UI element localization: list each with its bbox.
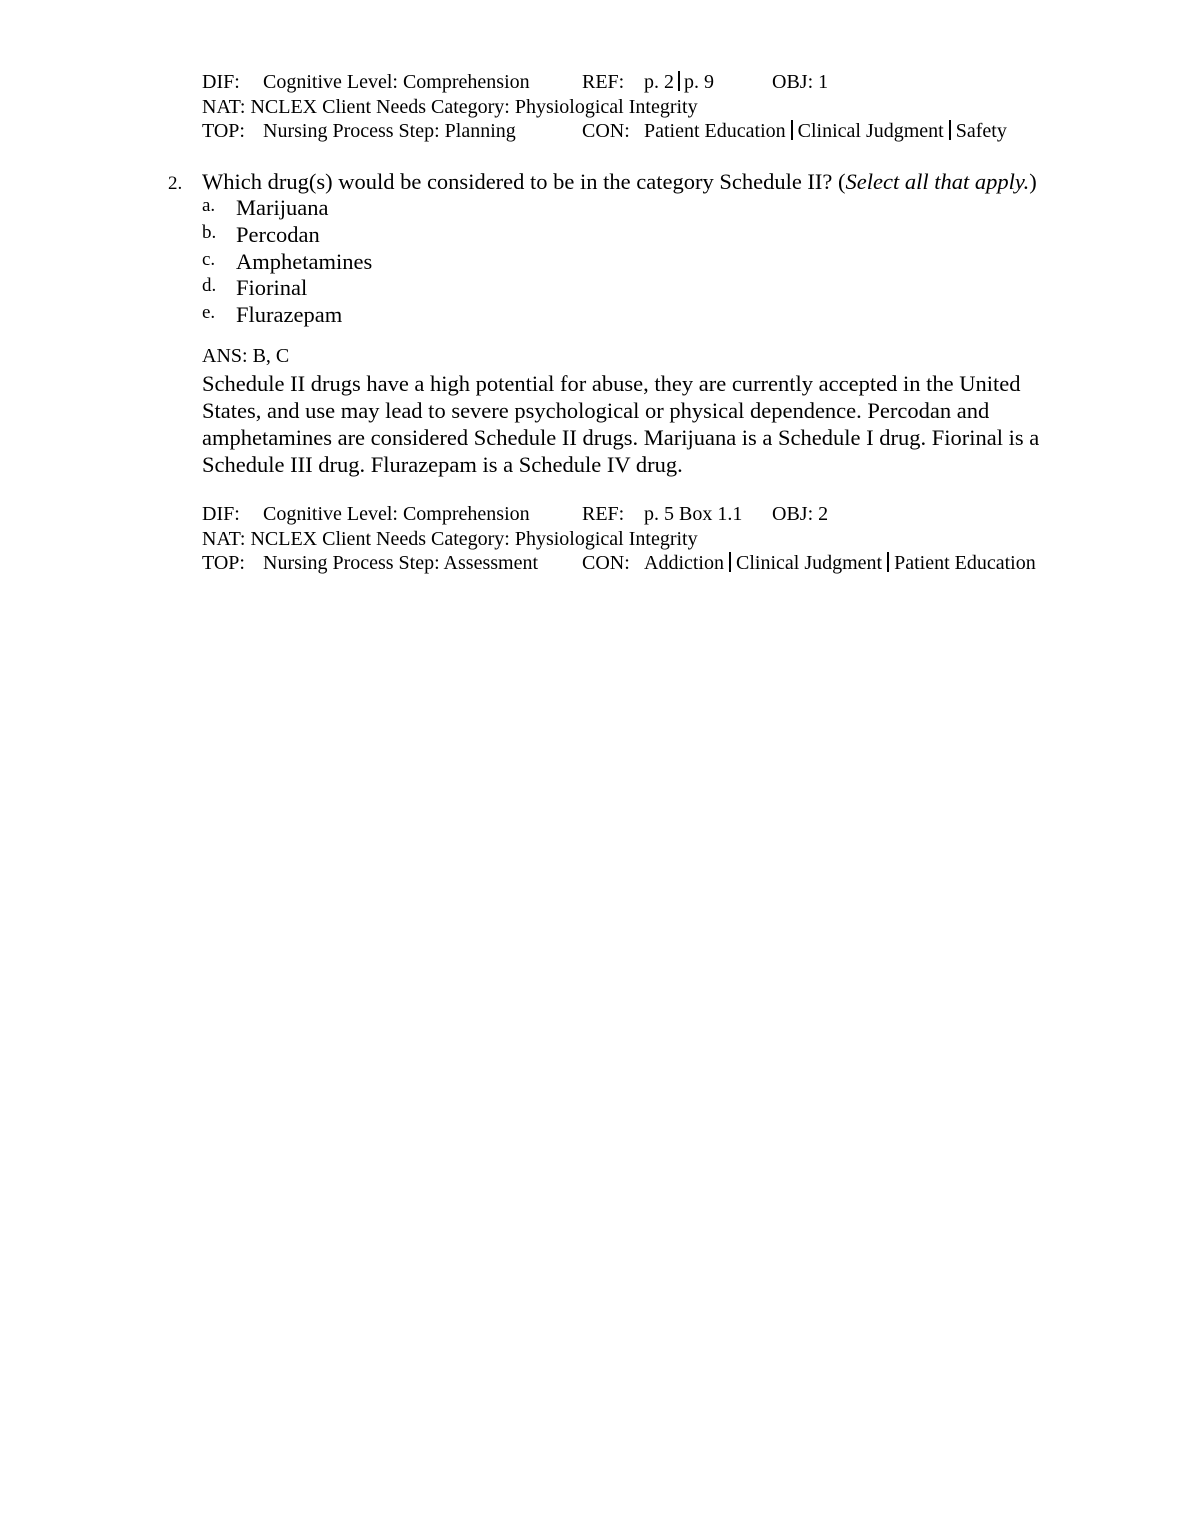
stem-text: Which drug(s) would be considered to be in the category Schedule II? ( <box>202 169 846 194</box>
top-label: TOP: <box>202 552 245 574</box>
dif-value: Cognitive Level: Comprehension <box>263 71 530 93</box>
dif-label: DIF: <box>202 503 240 525</box>
option-text: Marijuana <box>236 195 329 220</box>
ref-label: REF: <box>582 503 625 525</box>
con-part: Patient Education <box>894 552 1036 574</box>
separator <box>887 552 889 572</box>
con-label: CON: <box>582 120 630 142</box>
option-text: Percodan <box>236 221 320 247</box>
nat-text: NAT: NCLEX Client Needs Category: Physiological Integrity <box>202 95 698 118</box>
rationale-line: Schedule III drug. Flurazepam is a Schedule IV drug. <box>202 452 683 477</box>
con-part: Clinical Judgment <box>736 552 883 574</box>
option-letter: a. <box>202 195 216 216</box>
question-stem <box>202 168 1037 195</box>
separator <box>949 120 951 140</box>
ref-value: p. 5 Box 1.1 <box>644 503 743 525</box>
con-label: CON: <box>582 552 630 574</box>
rationale-line: amphetamines are considered Schedule II drugs. Marijuana is a Schedule I drug. Fiorinal is a <box>202 425 1040 450</box>
top-value: Nursing Process Step: Assessment <box>263 552 538 574</box>
con-part: Patient Education <box>644 120 786 142</box>
option-text: Amphetamines <box>236 248 373 274</box>
dif-value: Cognitive Level: Comprehension <box>263 503 530 525</box>
option-text: Flurazepam <box>236 302 343 327</box>
stem-close: ) <box>1029 169 1037 194</box>
con-part: Clinical Judgment <box>797 120 944 142</box>
top-value: Nursing Process Step: Planning <box>263 120 516 142</box>
option-letter: c. <box>202 248 216 270</box>
obj-label: OBJ: 1 <box>772 71 829 93</box>
separator <box>729 552 731 572</box>
obj-label: OBJ: 2 <box>772 503 829 525</box>
ref-part: p. 9 <box>684 71 714 93</box>
rationale-line: Schedule II drugs have a high potential for abuse, they are currently accepted in the United <box>202 371 1021 396</box>
separator <box>791 120 793 140</box>
option-letter: e. <box>202 302 216 323</box>
rationale-line: States, and use may lead to severe psychological or physical dependence. Percodan and <box>202 398 990 423</box>
dif-label: DIF: <box>202 71 240 93</box>
rationale <box>202 370 1082 478</box>
option-text: Fiorinal <box>236 275 308 301</box>
nat-text: NAT: NCLEX Client Needs Category: Physiological Integrity <box>202 527 698 550</box>
ref-part: p. 2 <box>644 71 674 93</box>
option-letter: d. <box>202 275 217 297</box>
top-label: TOP: <box>202 120 245 142</box>
con-value <box>644 551 1036 576</box>
ref-value <box>644 70 714 95</box>
question-number: 2. <box>168 173 183 194</box>
ref-label: REF: <box>582 71 625 93</box>
stem-instruction: Select all that apply. <box>845 169 1030 194</box>
con-part: Addiction <box>644 552 724 574</box>
con-part: Safety <box>955 120 1007 142</box>
separator <box>678 71 680 91</box>
answer-key: ANS: B, C <box>202 345 290 367</box>
con-value <box>644 119 1007 144</box>
option-letter: b. <box>202 221 217 243</box>
